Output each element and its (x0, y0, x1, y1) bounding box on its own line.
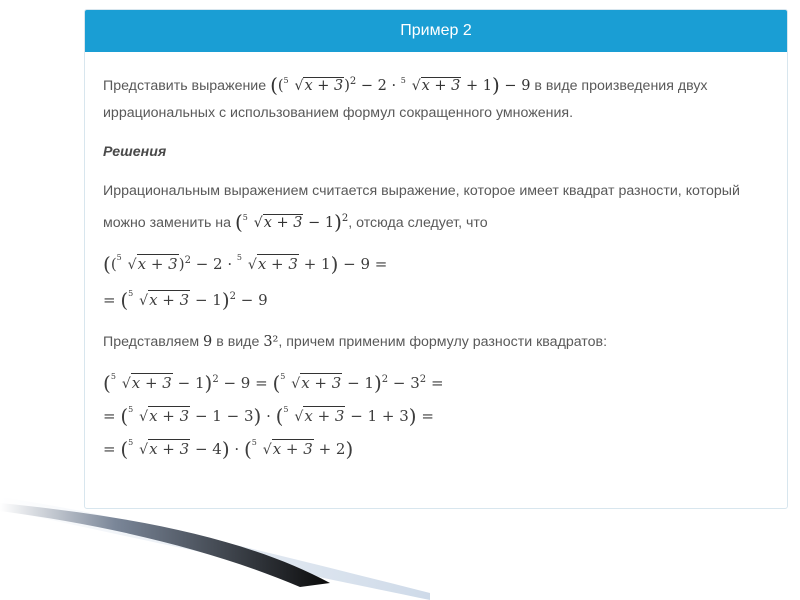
decorative-swoosh (0, 495, 430, 600)
card-title: Пример 2 (400, 22, 472, 39)
equation-line: = ( 5 √x + 3 − 4) · ( 5 √x + 3 + 2) (103, 436, 354, 461)
equation-line: (( 5 √x + 3)$^2$ − 2 · 5 √x + 3 + 1) − 9 = (103, 251, 388, 276)
card-header (85, 10, 787, 52)
example-card (84, 9, 788, 509)
equation-block-1 (103, 245, 769, 317)
equation-line: = ( 5 √x + 3 − 1 − 3) · ( 5 √x + 3 − 1 + 3) = (103, 403, 434, 428)
equation-line: ( 5 √x + 3 − 1)$^2$ − 9 = ( 5 $√x + 3 - 1)^2 - 3^2$ = (103, 370, 444, 395)
equation-block-2 (103, 364, 769, 466)
equation-line: = ( 5 √x + 3 − 1)$^2$ − 9 (103, 287, 268, 312)
solution-explanation: Иррациональным выражением считается выражение, которое имеет квадрат разности, который можно заменить на ( 5 √x + 3 − 1)$^2$, отсюда следует, что (103, 182, 740, 234)
explanation-expression: ( 5 √x + 3 − 1)$^2$ (234, 209, 349, 234)
card-body (85, 52, 787, 466)
task-expression: (( 5 √x + 3)$^2$ − 2 · 5 √x + 3 + 1) − 9 (270, 72, 531, 97)
represent-text: Представляем 9 в виде 3², причем применим формулу разности квадратов: (103, 333, 608, 350)
task-text: Представить выражение (( 5 √x + 3)$^2$ − 2 · 5 √x + 3 + 1) − 9 в виде произведения двух иррациональных с использованием формул сокращенного умножения. (103, 72, 708, 121)
solution-heading: Решения (103, 143, 167, 160)
